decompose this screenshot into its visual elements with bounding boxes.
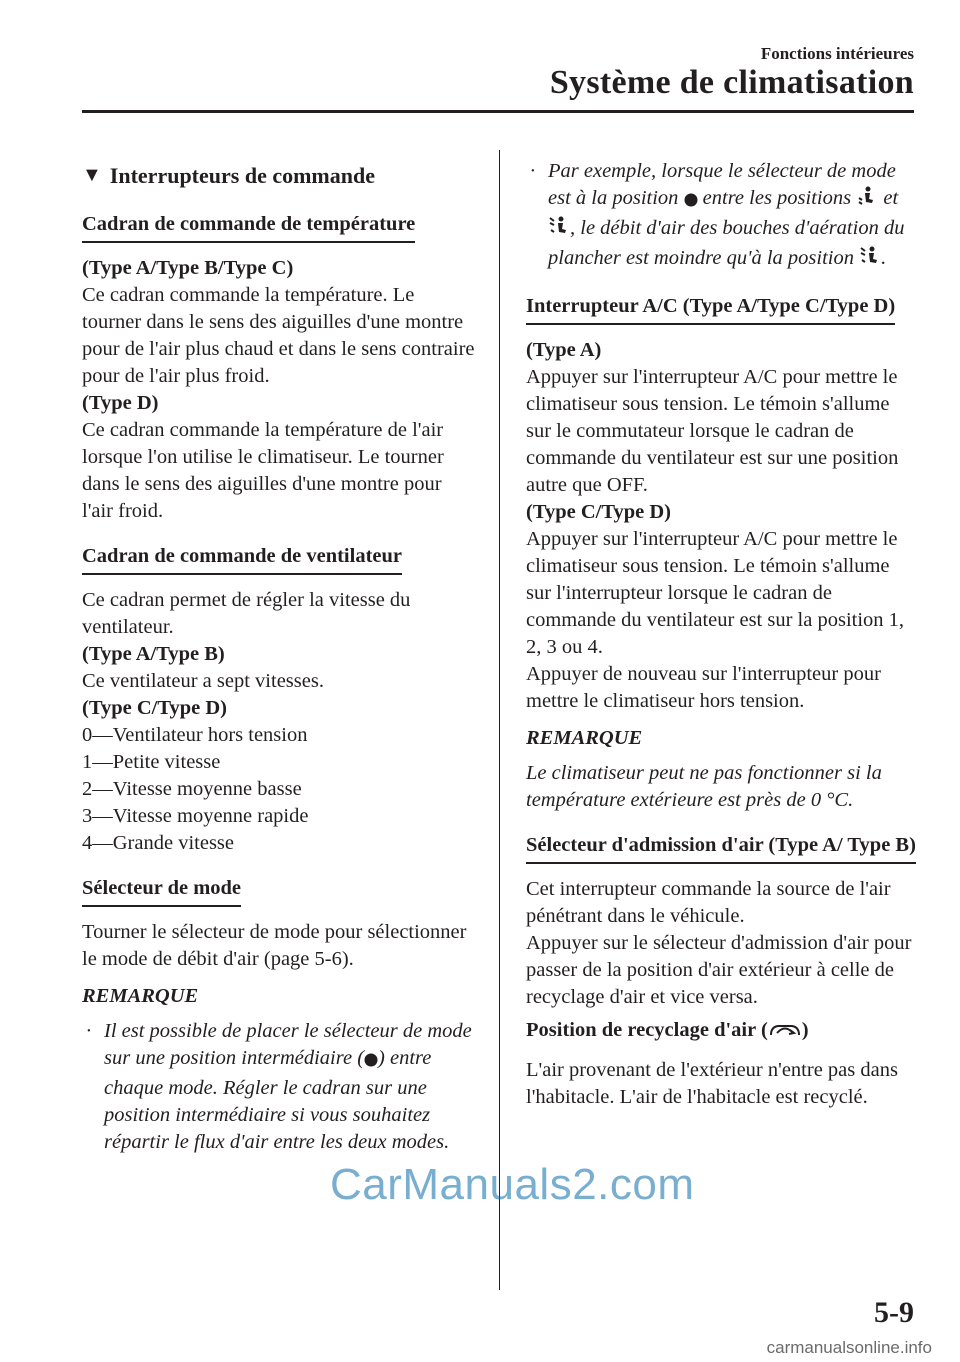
section-heading [82,162,477,189]
air-intake-heading: Sélecteur d'admission d'air (Type A/ Type B) [526,832,916,864]
ac-text-a: Appuyer sur l'interrupteur A/C pour mettre le climatiseur sous tension. Le témoin s'allume sur le commutateur lorsque le cadran de commande du ventilateur est sur une position autre que OFF. [526,366,899,496]
filled-circle-icon [684,188,698,215]
ac-switch-heading: Interrupteur A/C (Type A/Type C/Type D) [526,293,895,325]
intake-text-1: Cet interrupteur commande la source de l'air pénétrant dans le véhicule. [526,878,891,927]
mode-text: Tourner le sélecteur de mode pour sélectionner le mode de débit d'air (page 5-6). [82,921,467,970]
fan-text-ab: Ce ventilateur a sept vitesses. [82,670,324,692]
temp-text-d: Ce cadran commande la température de l'air lorsque l'on utilise le climatiseur. Le tourner dans le sens des aiguilles d'une montre pour l'air froid. [82,419,444,522]
down-triangle-icon: ▼ [82,164,102,186]
fan-speed-item: 0―Ventilateur hors tension [82,724,308,746]
fan-speed-item: 2―Vitesse moyenne basse [82,778,302,800]
recirc-heading: Position de recyclage d'air ( ) [526,1017,916,1047]
type-label: (Type A/Type B) [82,643,225,665]
fan-speed-item: 4―Grande vitesse [82,832,234,854]
filled-circle-icon [364,1048,378,1075]
page-number: 5-9 [874,1296,914,1329]
note-bullet: · Il est possible de placer le sélecteur de mode sur une position intermédiaire ( ) entre chaque mode. Régler le cadran sur une position intermédiaire si vous souhaitez répartir le flux d'air entre les deux modes. [86,1020,472,1153]
intake-text-2: Appuyer sur le sélecteur d'admission d'air pour passer de la position d'air extérieur à celle de recyclage d'air et vice versa. [526,932,912,1008]
section-title: Interrupteurs de commande [109,163,375,188]
note-title: REMARQUE [526,727,643,749]
fan-dial-heading: Cadran de commande de ventilateur [82,543,402,575]
ac-text-off: Appuyer de nouveau sur l'interrupteur pour mettre le climatiseur hors tension. [526,663,881,712]
seated-person-feet-defrost-icon [859,245,881,275]
page-title: Système de climatisation [549,64,914,101]
right-column [526,158,916,1111]
seated-person-feet-defrost-icon [548,215,570,245]
mode-selector-heading: Sélecteur de mode [82,875,241,907]
type-label: (Type A) [526,339,602,361]
fan-speed-item: 3―Vitesse moyenne rapide [82,805,309,827]
temp-dial-heading: Cadran de commande de température [82,211,415,243]
left-column [82,158,477,1156]
column-divider [499,150,500,1290]
fan-intro: Ce cadran permet de régler la vitesse du ventilateur. [82,589,411,638]
type-label: (Type C/Type D) [82,697,228,719]
seated-person-feet-icon [856,185,878,215]
fan-speed-item: 1―Petite vitesse [82,751,221,773]
watermark-carmanualsonline: carmanualsonline.info [766,1338,932,1357]
type-label: (Type C/Type D) [526,501,672,523]
recirc-text: L'air provenant de l'extérieur n'entre pas dans l'habitacle. L'air de l'habitacle est recyclé. [526,1059,898,1108]
note-text: Le climatiseur peut ne pas fonctionner si la température extérieure est près de 0 °C. [526,762,882,811]
type-label: (Type A/Type B/Type C) [82,257,294,279]
note-title: REMARQUE [82,985,199,1007]
temp-text-abc: Ce cadran commande la température. Le tourner dans le sens des aiguilles d'une montre pour de l'air plus chaud et dans le sens contraire pour de l'air plus froid. [82,284,475,387]
note-bullet: · Par exemple, lorsque le sélecteur de mode est à la position entre les positions et , le débit d'air des bouches d'aération du plancher est moindre qu'à la position . [526,158,916,275]
header-rule [82,110,914,113]
watermark-carmanuals2: CarManuals2.com [330,1160,695,1209]
ac-text-cd: Appuyer sur l'interrupteur A/C pour mettre le climatiseur sous tension. Le témoin s'allume sur l'interrupteur lorsque le cadran de commande du ventilateur est sur la position 1, 2, 3 ou 4. [526,528,905,658]
type-label: (Type D) [82,392,159,414]
car-recirculation-icon [768,1020,802,1047]
chapter-label: Fonctions intérieures [760,44,914,63]
